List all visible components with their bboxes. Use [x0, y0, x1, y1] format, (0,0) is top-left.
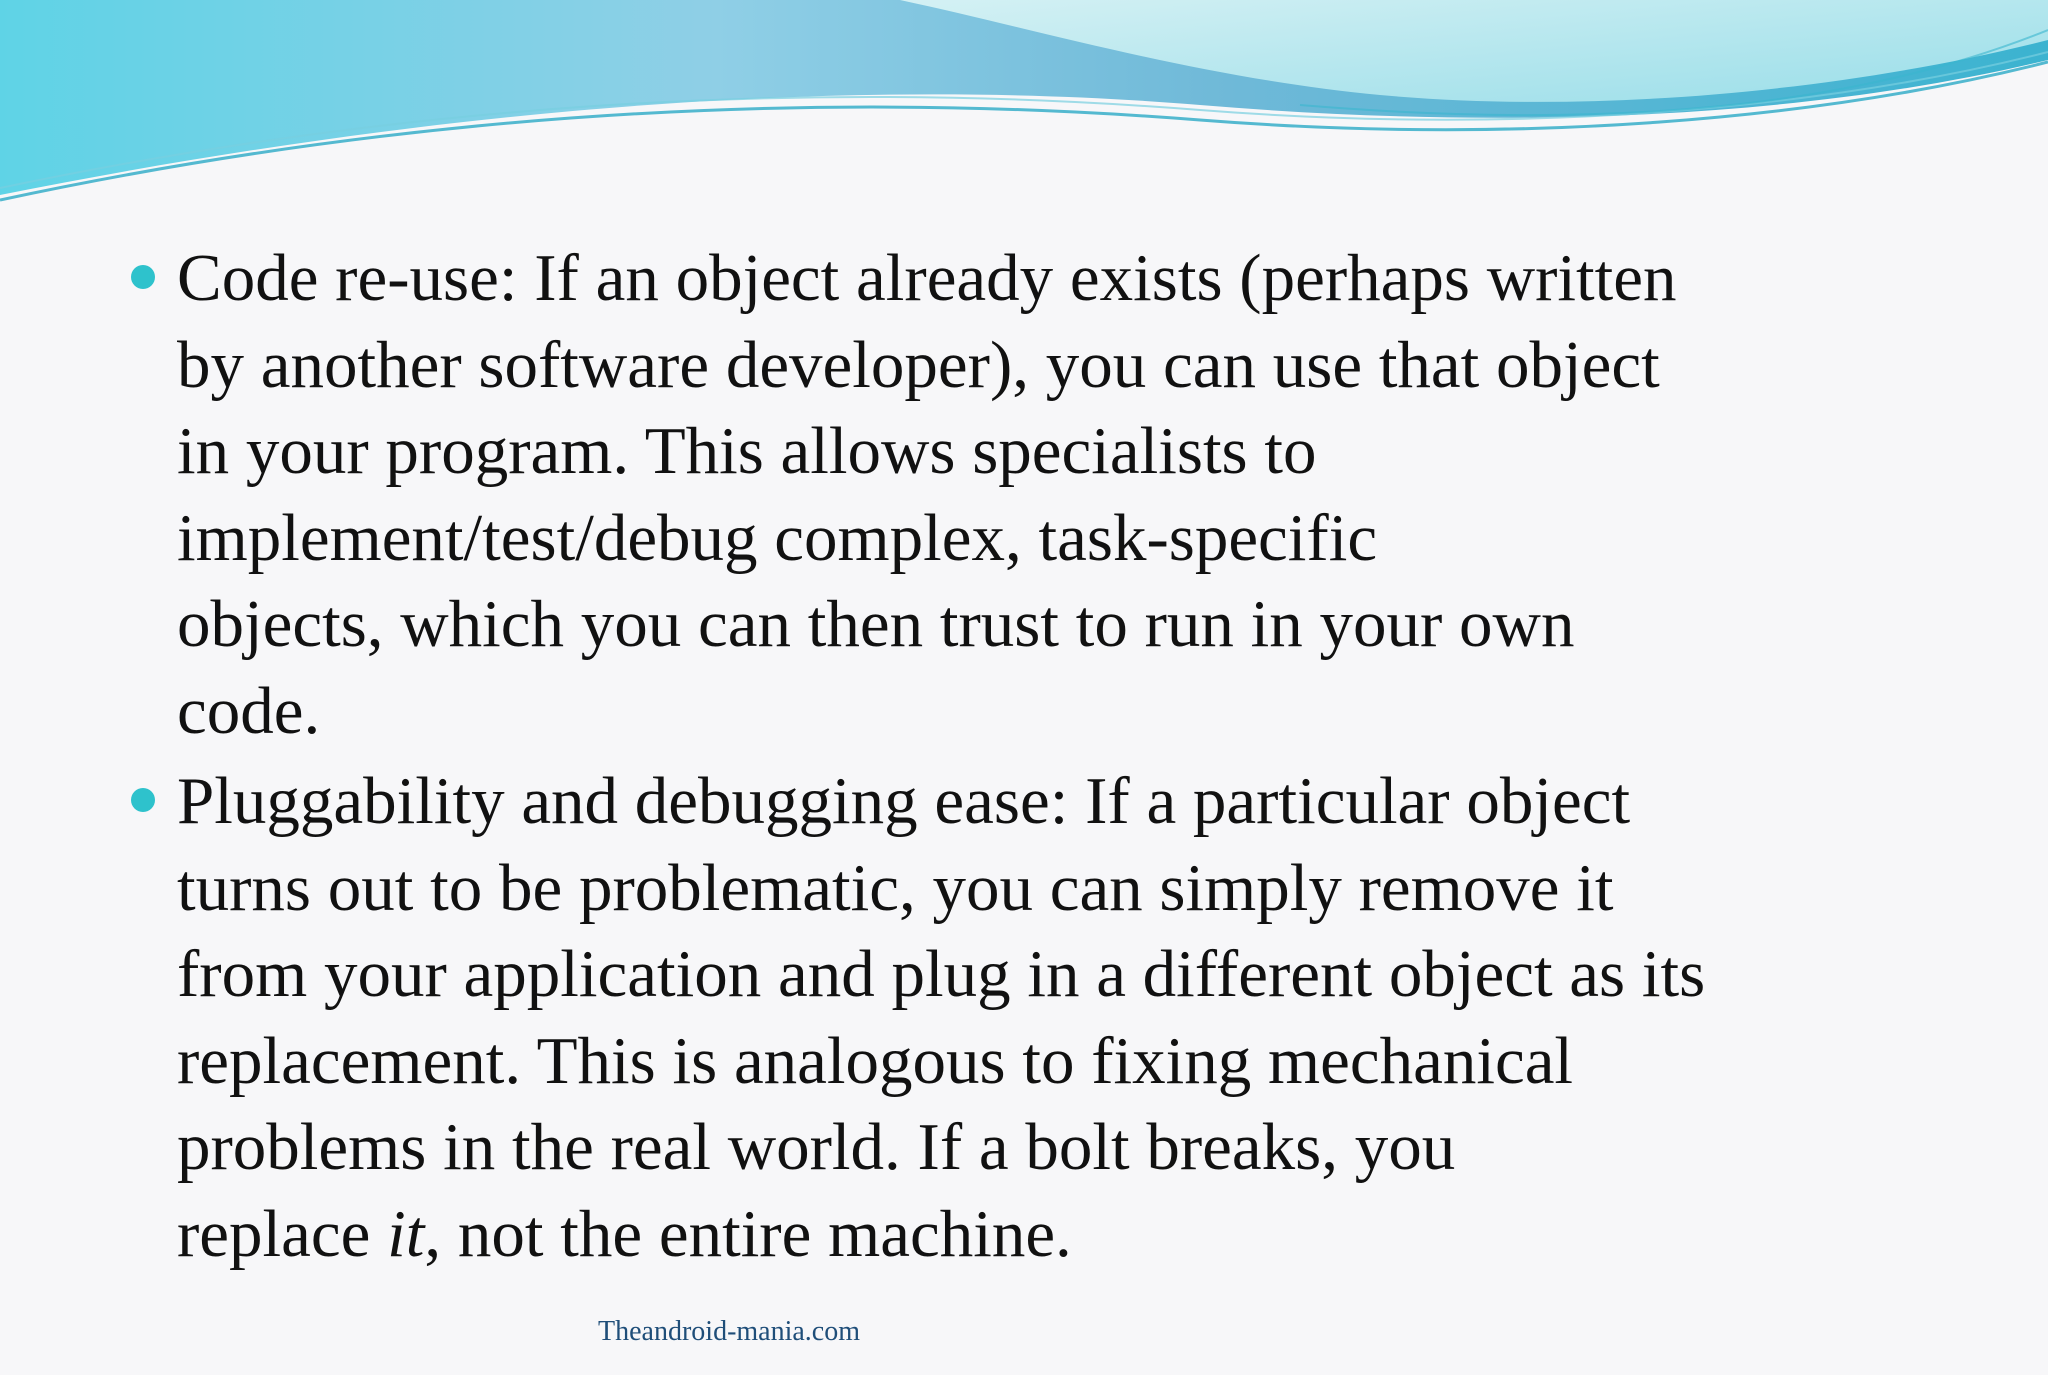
text-italic: it [387, 1196, 425, 1271]
bullet-pluggability [125, 758, 2005, 1277]
bullet-line: by another software developer), you can use that object [177, 327, 1660, 402]
text-before: replace [177, 1196, 388, 1271]
bullet-line: Pluggability and debugging ease: If a particular object [177, 764, 1631, 838]
bullet-line: code. [177, 673, 321, 748]
header-wave-decoration [0, 0, 2048, 230]
bullet-dot-icon [131, 265, 155, 289]
bullet-line: implement/test/debug complex, task-specific [177, 500, 1378, 575]
bullet-line: in your program. This allows specialists to [177, 414, 1317, 488]
slide-content [125, 235, 2005, 1281]
footer-credit: Theandroid-mania.com [598, 1316, 861, 1347]
bullet-line: problems in the real world. If a bolt breaks, you [177, 1110, 1456, 1184]
bullet-list [125, 235, 2005, 1277]
bullet-dot-icon [131, 788, 155, 812]
bullet-code-reuse [125, 235, 2005, 754]
bullet-line: objects, which you can then trust to run in your own [177, 587, 1575, 661]
bullet-line: replacement. This is analogous to fixing mechanical [177, 1023, 1574, 1098]
bullet-line: turns out to be problematic, you can simply remove it [177, 850, 1614, 925]
text-after: , not the entire machine. [424, 1196, 1072, 1271]
bullet-line: Code re-use: If an object already exists (perhaps written [177, 241, 1677, 315]
bullet-line-last [177, 1191, 2005, 1278]
bullet-line: from your application and plug in a different object as its [177, 937, 1706, 1011]
